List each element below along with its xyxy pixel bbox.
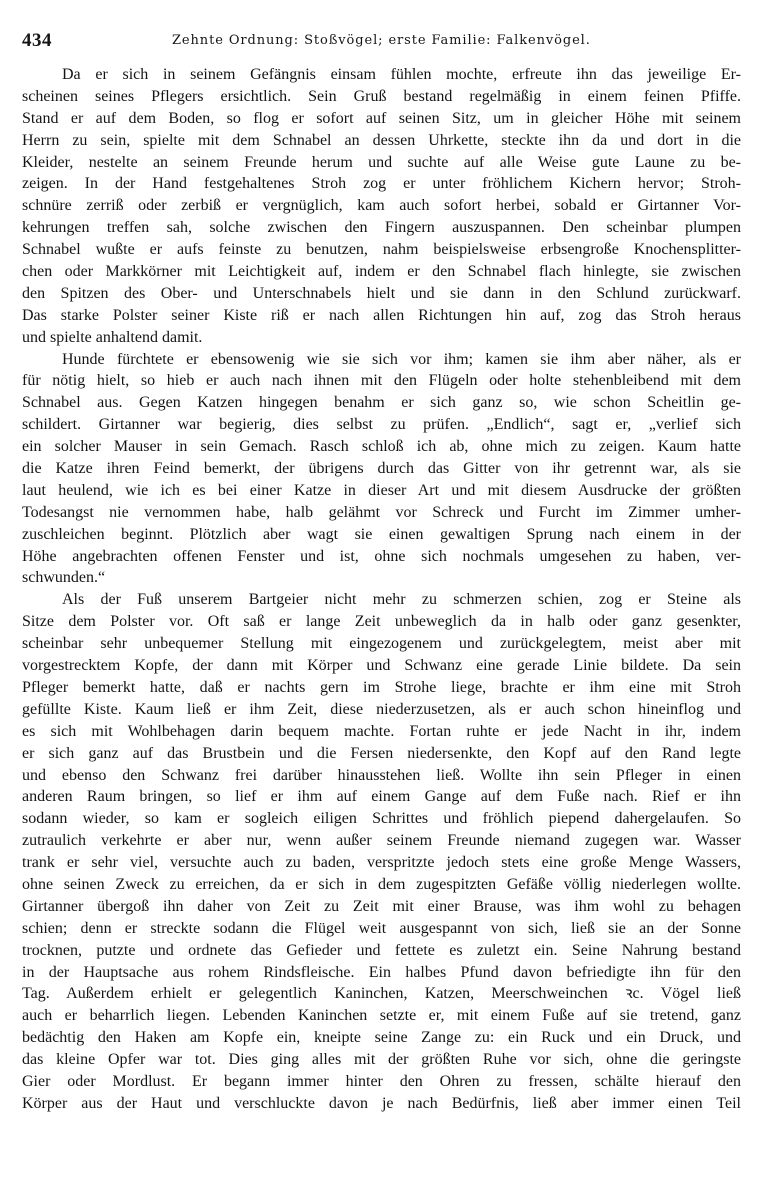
text-line: zeigen. In der Hand festgehaltenes Stroh zog er unter fröhlichem Kichern hervor; Stroh- bbox=[22, 175, 741, 193]
text-line: in der Hauptsache aus rohem Rindsfleische. Ein halbes Pfund davon befriedigte ihn für den bbox=[22, 963, 741, 981]
text-line: schien; denn er streckte sodann die Flügel weit ausgespannt von sich, ließ sie an der Sonne bbox=[22, 919, 741, 937]
text-line: zutraulich verkehrte er aber nur, wenn außer seinem Freunde niemand zugegen war. Wasser bbox=[22, 832, 741, 850]
text-line: laut heulend, wie ich es bei einer Katze in dieser Art und mit diesem Ausdrucke der größten bbox=[22, 481, 741, 499]
text-line: ohne seinen Zweck zu erreichen, da er sich in dem zugespitzten Gefäße völlig niederlegen wollte. bbox=[22, 875, 741, 893]
text-line: Pfleger bemerkt hatte, daß er nachts gern im Strohe liege, brachte er ihm eine mit Stroh bbox=[22, 678, 741, 696]
text-line: ein solcher Mauser in sein Gemach. Rasch schloß ich ab, ohne mich zu zeigen. Kaum hatte bbox=[22, 438, 741, 456]
text-line: trocknen, putzte und ordnete das Gefieder und fettete es zuletzt ein. Seine Nahrung bestand bbox=[22, 941, 741, 959]
text-line: Tag. Außerdem erhielt er gelegentlich Kaninchen, Katzen, Meerschweinchen ꝛc. Vögel ließ bbox=[22, 985, 741, 1003]
text-line: scheinbar sehr unbequemer Stellung mit eingezogenem und zurückgelegtem, meist aber mit bbox=[22, 635, 741, 653]
text-line: Als der Fuß unserem Bartgeier nicht mehr zu schmerzen schien, zog er Steine als bbox=[62, 591, 741, 609]
page-number: 434 bbox=[22, 30, 52, 51]
text-line: gefüllte Kiste. Kaum ließ er ihm Zeit, diese niederzusetzen, als er auch schon hineinflog und bbox=[22, 700, 741, 718]
page-header bbox=[22, 30, 743, 54]
text-line: auch er beharrlich liegen. Lebenden Kaninchen setzte er, mit einem Fuße auf sie tretend, ganz bbox=[22, 1007, 741, 1025]
text-line: er sich ganz auf das Brustbein und die Fersen niedersenkte, den Kopf auf den Rand legte bbox=[22, 744, 741, 762]
text-line: Sitze dem Polster vor. Oft saß er lange Zeit unbeweglich da in halb oder ganz gesenkter, bbox=[22, 613, 741, 631]
text-line: schnüre zerriß oder zerbiß er vergnüglich, kam auch sofort herbei, sobald er Girtanner Vor- bbox=[22, 197, 741, 215]
text-line: Gier oder Mordlust. Er begann immer hinter den Ohren zu fressen, schälte hierauf den bbox=[22, 1072, 741, 1090]
text-line: und ebenso den Schwanz frei darüber hinausstehen ließ. Wollte ihn sein Pfleger in einen bbox=[22, 766, 741, 784]
text-line: die Katze ihren Feind bemerkt, der übrigens durch das Gitter von ihr getrennt war, als sie bbox=[22, 460, 741, 478]
text-line: Herrn zu sein, spielte mit dem Schnabel an dessen Uhrkette, steckte ihn da und dort in die bbox=[22, 131, 741, 149]
text-line: Höhe angebrachten offenen Fenster und ist, ohne sich nochmals umgesehen zu haben, ver- bbox=[22, 547, 741, 565]
text-line: Da er sich in seinem Gefängnis einsam fühlen mochte, erfreute ihn das jeweilige Er- bbox=[62, 66, 741, 83]
text-line: kehrungen treffen sah, solche zwischen den Fingern auszuspannen. Den scheinbar plumpen bbox=[22, 219, 741, 237]
body-text bbox=[22, 64, 741, 1115]
text-line: schwunden.“ bbox=[22, 569, 106, 587]
text-line: das kleine Opfer war tot. Dies ging alles mit der größten Ruhe vor sich, ohne die geringste bbox=[22, 1051, 741, 1069]
text-line: chen oder Markkörner mit Leichtigkeit auf, indem er den Schnabel flach hinlegte, sie zwischen bbox=[22, 263, 741, 281]
text-line: vorgestrecktem Kopfe, der dann mit Körper und Schwanz eine gerade Linie bildete. Da sein bbox=[22, 657, 741, 675]
running-head: Zehnte Ordnung: Stoßvögel; erste Familie: Falkenvögel. bbox=[172, 33, 591, 48]
text-line: anderen Raum bringen, so lief er ihm auf einem Gange auf dem Fuße nach. Rief er ihn bbox=[22, 788, 741, 806]
text-line: trank er sehr viel, versuchte auch zu baden, verspritzte jedoch stets eine große Menge Wassers, bbox=[22, 854, 741, 872]
text-line: sodann wieder, so kam er sogleich eiligen Schrittes und fröhlich piepend dahergelaufen. So bbox=[22, 810, 741, 828]
text-line: den Spitzen des Ober- und Unterschnabels hielt und sie dann in den Schlund zurückwarf. bbox=[22, 284, 741, 302]
text-line: für nötig hielt, so hieb er auch nach ihnen mit den Flügeln oder holte stehenbleibend mit dem bbox=[22, 372, 741, 390]
text-line: Stand er auf dem Boden, so flog er sofort auf seinen Sitz, um in gleicher Höhe mit seinem bbox=[22, 109, 741, 127]
text-line: Schnabel wußte er aufs feinste zu benutzen, nahm beispielsweise erbsengroße Knochensplitter- bbox=[22, 241, 741, 259]
text-line: Girtanner übergoß ihn daher von Zeit zu Zeit mit einer Brause, was ihm wohl zu behagen bbox=[22, 897, 741, 915]
text-line: Hunde fürchtete er ebensowenig wie sie sich vor ihm; kamen sie ihm aber näher, als er bbox=[62, 350, 741, 368]
text-line: Das starke Polster seiner Kiste riß er nach allen Richtungen hin auf, zog das Stroh heraus bbox=[22, 306, 741, 324]
text-line: schildert. Girtanner war begierig, dies selbst zu prüfen. „Endlich“, sagt er, „verlief sich bbox=[22, 416, 741, 434]
text-line: zuschleichen beginnt. Plötzlich aber wagt sie einen gewaltigen Sprung nach einem in der bbox=[22, 525, 741, 543]
text-line: Schnabel aus. Gegen Katzen hingegen benahm er sich ganz so, wie schon Scheitlin ge- bbox=[22, 394, 741, 412]
text-line: Körper aus der Haut und verschluckte davon je nach Bedürfnis, ließ aber immer einen Teil bbox=[22, 1094, 741, 1112]
text-line: Kleider, nestelte an seinem Freunde herum und suchte auf alle Weise gute Laune zu be- bbox=[22, 153, 741, 171]
text-line: und spielte anhaltend damit. bbox=[22, 328, 203, 346]
text-line: bedächtig den Haken am Kopfe ein, kneipte seine Zange zu: ein Ruck und ein Druck, und bbox=[22, 1029, 741, 1047]
text-line: Todesangst nie vernommen habe, halb gelähmt vor Schreck und Furcht im Zimmer umher- bbox=[22, 503, 741, 521]
text-line: es sich mit Wohlbehagen darin bequem machte. Fortan ruhte er jede Nacht in ihr, indem bbox=[22, 722, 741, 740]
text-line: scheinen seines Pflegers ersichtlich. Sein Gruß bestand regelmäßig in einem feinen Pfiffe. bbox=[22, 87, 741, 105]
